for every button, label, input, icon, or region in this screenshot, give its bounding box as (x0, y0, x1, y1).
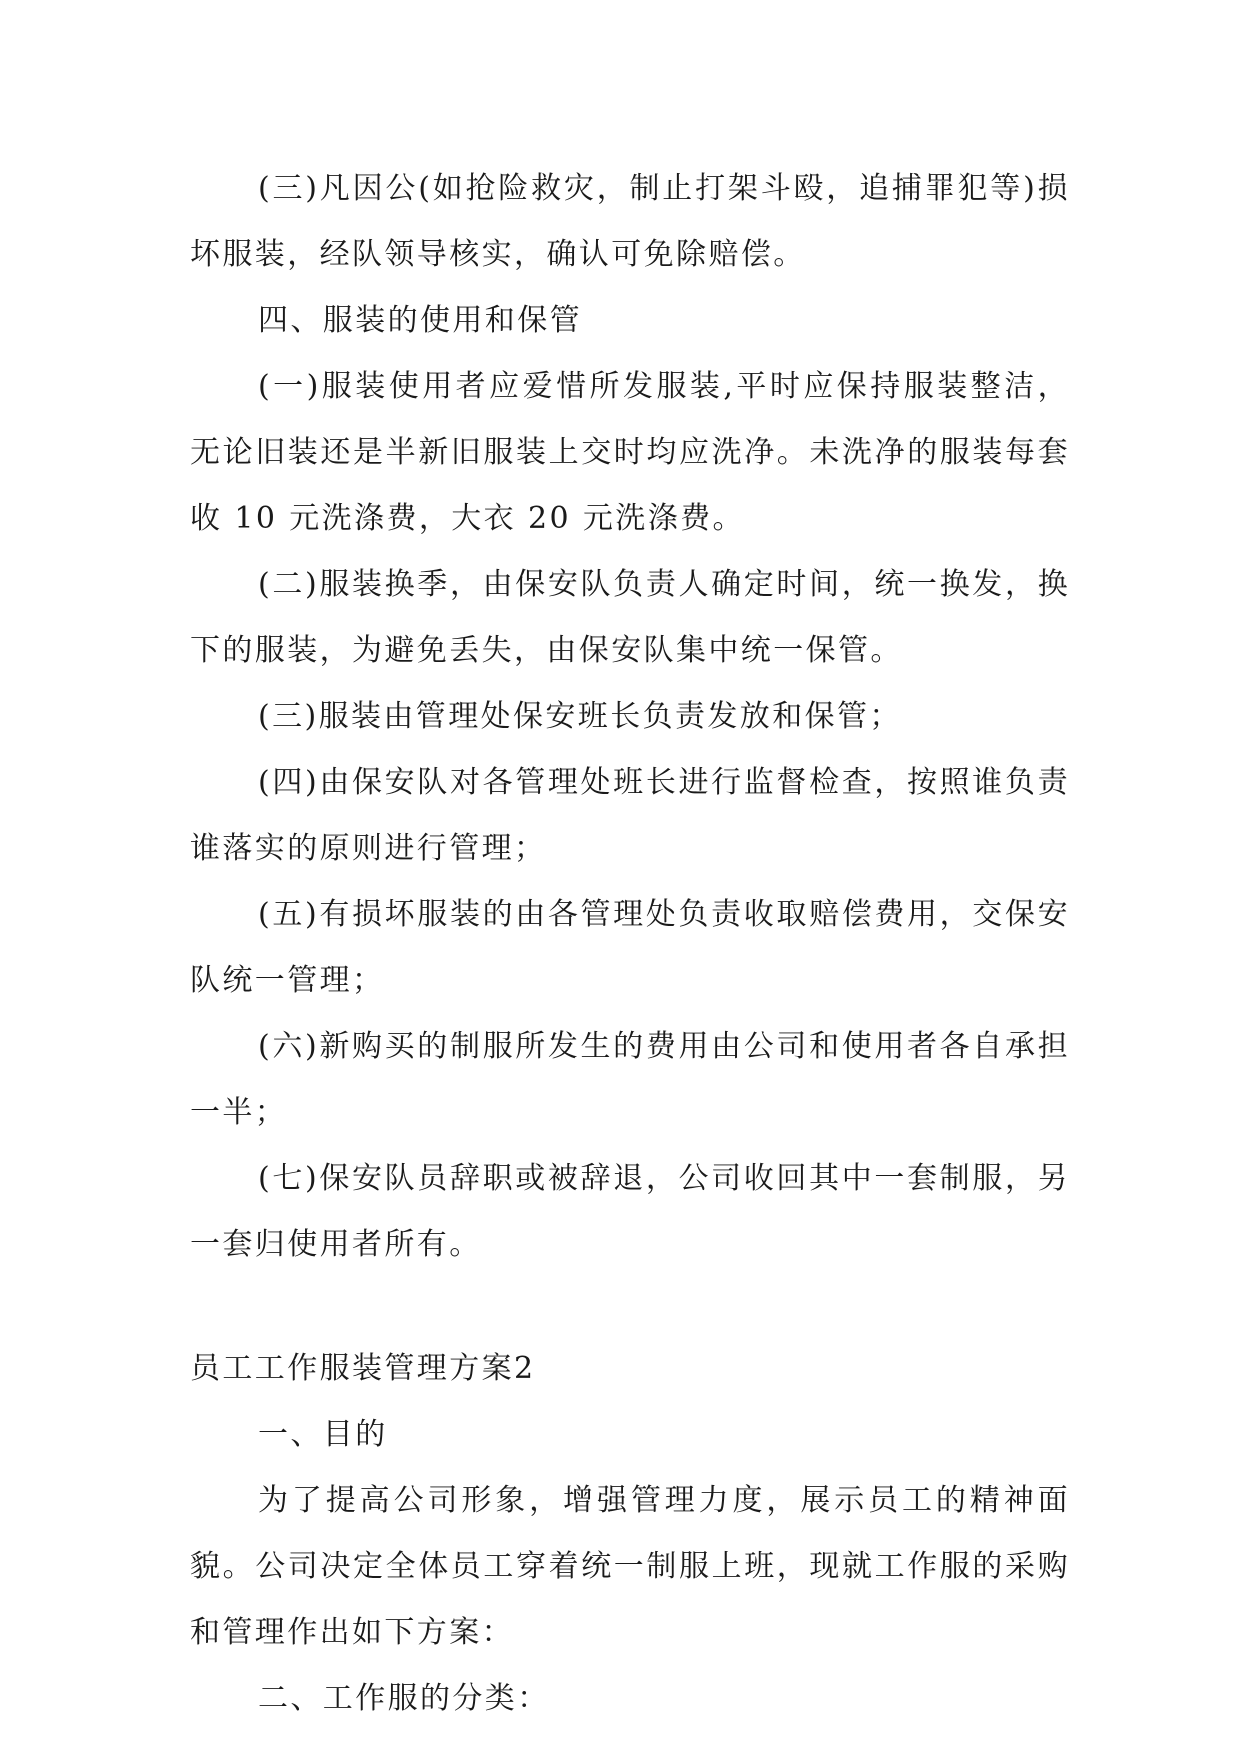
paragraph-damage-fees: (五)有损坏服装的由各管理处负责收取赔偿费用，交保安队统一管理； (190, 897, 1070, 998)
paragraph-cost-sharing: (六)新购买的制服所发生的费用由公司和使用者各自承担一半； (190, 1029, 1070, 1130)
heading-classification: 二、工作服的分类： (258, 1681, 550, 1716)
paragraph-distribution: (三)服装由管理处保安班长负责发放和保管； (258, 699, 902, 734)
paragraph-care-and-cleaning: (一)服装使用者应爱惜所发服装,平时应保持服装整洁，无论旧装还是半新旧服装上交时均应洗净。未洗净的服装每套收 10 元洗涤费，大衣 20 元洗涤费。 (190, 369, 1070, 536)
paragraph-purpose: 为了提高公司形象，增强管理力度，展示员工的精神面貌。公司决定全体员工穿着统一制服上班，现就工作服的采购和管理作出如下方案： (190, 1483, 1070, 1650)
document-body (190, 156, 1070, 1732)
paragraph-resignation: (七)保安队员辞职或被辞退，公司收回其中一套制服，另一套归使用者所有。 (190, 1161, 1070, 1262)
paragraph-compensation-exemption: (三)凡因公(如抢险救灾，制止打架斗殴，追捕罪犯等)损坏服装，经队领导核实，确认可免除赔偿。 (190, 171, 1070, 272)
paragraph-seasonal-change: (二)服装换季，由保安队负责人确定时间，统一换发，换下的服装，为避免丢失，由保安队集中统一保管。 (190, 567, 1070, 668)
heading-usage-and-storage: 四、服装的使用和保管 (258, 303, 582, 338)
paragraph-supervision: (四)由保安队对各管理处班长进行监督检查，按照谁负责谁落实的原则进行管理； (190, 765, 1070, 866)
heading-purpose: 一、目的 (258, 1417, 388, 1452)
section-title-plan-2: 员工工作服装管理方案2 (190, 1351, 536, 1386)
